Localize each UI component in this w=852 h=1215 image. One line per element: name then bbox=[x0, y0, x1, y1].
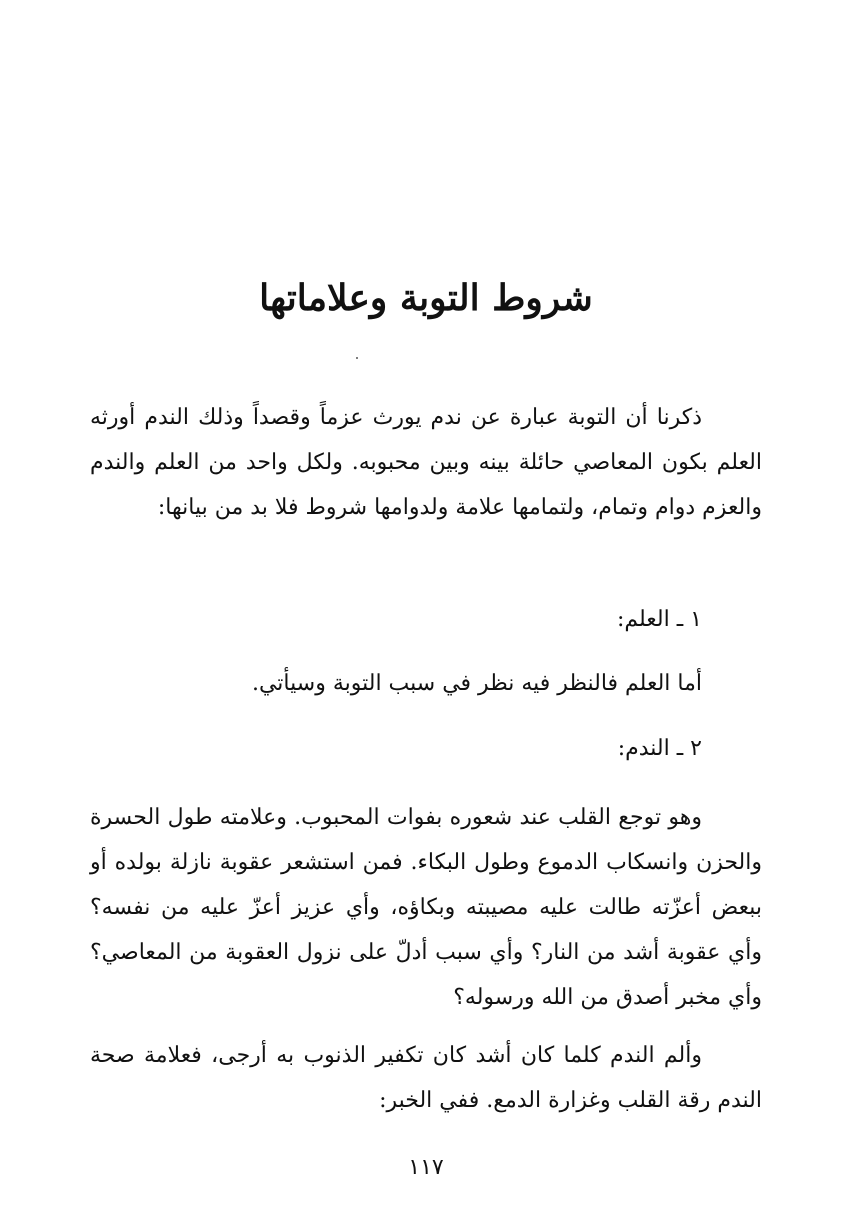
regret-text: وهو توجع القلب عند شعوره بفوات المحبوب. وعلامته طول الحسرة والحزن وانسكاب الدموع وطول البكاء. فمن استشعر عقوبة نازلة بولده أو ببعض أعزّته طالت عليه مصيبته وبكاؤه، وأي عزيز أعزّ عليه من نفسه؟ وأي عقوبة أشد من النار؟ وأي سبب أدلّ على نزول العقوبة من المعاصي؟ وأي مخبر أصدق من الله ورسوله؟ bbox=[90, 805, 762, 1010]
page-number: ١١٧ bbox=[408, 1155, 444, 1180]
regret-pain-paragraph bbox=[90, 1033, 762, 1123]
decorative-dot bbox=[356, 357, 358, 359]
chapter-title: شروط التوبة وعلاماتها bbox=[259, 277, 593, 319]
section-heading-knowledge bbox=[90, 597, 762, 642]
item2-heading-text: ٢ ـ الندم: bbox=[617, 736, 702, 761]
knowledge-paragraph bbox=[90, 661, 762, 706]
regret-paragraph bbox=[90, 795, 762, 1020]
section-heading-regret bbox=[90, 726, 762, 771]
intro-paragraph bbox=[90, 395, 762, 530]
intro-text: ذكرنا أن التوبة عبارة عن ندم يورث عزماً وقصداً وذلك الندم أورثه العلم بكون المعاصي حائلة بينه وبين محبوبه. ولكل واحد من العلم والندم والعزم دوام وتمام، ولتمامها علامة ولدوامها شروط فلا بد من بيانها: bbox=[90, 405, 762, 520]
knowledge-text: أما العلم فالنظر فيه نظر في سبب التوبة وسيأتي. bbox=[251, 671, 702, 696]
item1-heading-text: ١ ـ العلم: bbox=[616, 607, 702, 632]
regret-pain-text: وألم الندم كلما كان أشد كان تكفير الذنوب به أرجى، فعلامة صحة الندم رقة القلب وغزارة الدمع. ففي الخبر: bbox=[90, 1043, 762, 1113]
